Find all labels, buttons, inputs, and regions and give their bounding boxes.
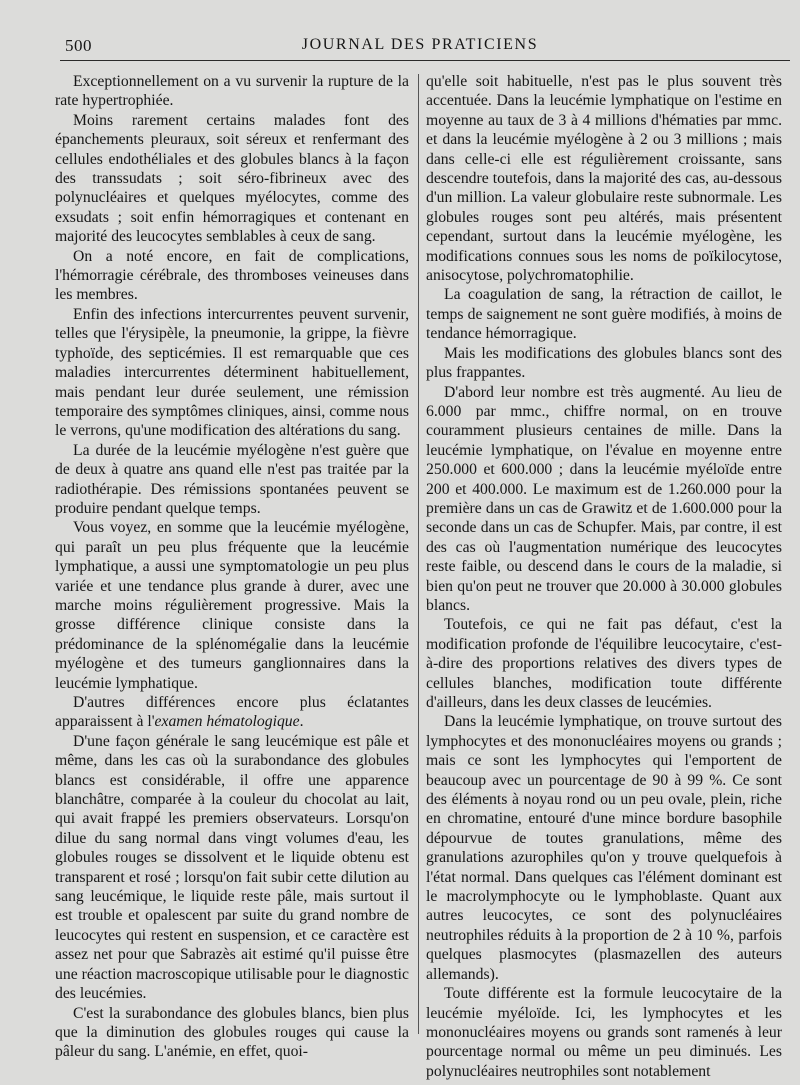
paragraph: Exceptionnellement on a vu survenir la rupture de la rate hypertrophiée. [55,73,409,110]
paragraph: La durée de la leucémie myélogène n'est guère que de deux à quatre ans quand elle n'est pas traitée par la radiothérapie. Des rémissions spontanées peuvent se produire pendant quelque temps. [55,441,409,517]
paragraph: D'abord leur nombre est très augmenté. Au lieu de 6.000 par mmc., chiffre normal, on en trouve couramment plusieurs centaines de mille. Dans la leucémie lymphatique, on l'évalue en moyenne entre 250.000 et 600.000 ; dans la leucémie myéloïde entre 200 et 400.000. Le maximum est de 1.260.000 pour la première dans un cas de Grawitz et de 1.600.000 pour la seconde dans un cas de Schupfer. Mais, par contre, il est des cas où l'augmentation numérique des leucocytes reste faible, ou descend dans le cours de la maladie, si bien qu'on peut ne trouver que 20.000 à 30.000 globules blancs. [426,383,782,614]
paragraph: Moins rarement certains malades font des épanchements pleuraux, soit séreux et renfermant des cellules endothéliales et des globules blancs à la façon des transsudats ; soit séro-fibrineux avec des polynucléaires et quelques myélocytes, comme des exsudats ; soit enfin hémorragiques et contenant en majorité des leucocytes semblables à ceux de sang. [55,111,409,246]
header-rule [60,60,790,61]
paragraph: Mais les modifications des globules blancs sont des plus frappantes. [426,344,782,382]
text-run: D'autres différences encore plus éclatantes apparaissent à l' [55,694,409,731]
paragraph: Toutefois, ce qui ne fait pas défaut, c'est la modification profonde de l'équilibre leucocytaire, c'est-à-dire des proportions relatives des divers types de cellules blanches, modification toute différente d'ailleurs, dans les deux classes de leucémies. [426,616,782,711]
text-run: . [299,713,304,731]
right-column [426,72,782,1081]
paragraph: Vous voyez, en somme que la leucémie myélogène, qui paraît un peu plus fréquente que la leucémie lymphatique, a aussi une symptomatologie un peu plus variée et une tendance plus grande à durer, avec une marche moins régulièrement progressive. Mais la grosse différence clinique consiste dans la prédominance de la splénomégalie dans la leucémie myélogène et des tumeurs ganglionnaires dans la leucémie lymphatique. [55,519,409,692]
page-number: 500 [65,36,92,55]
paragraph: Toute différente est la formule leucocytaire de la leucémie myéloïde. Ici, les lymphocytes et les mononucléaires moyens ou grands sont ramenés à leur pourcentage normal ou même un peu diminués. Les polynucléaires neutrophiles sont notablement [426,985,782,1080]
paragraph: D'une façon générale le sang leucémique est pâle et même, dans les cas où la surabondance des globules blancs est considérable, il offre une apparence blanchâtre, comparée à la couleur du chocolat au lait, qui avait frappé les premiers observateurs. Lorsqu'on dilue du sang normal dans vingt volumes d'eau, les globules rouges se dissolvent et le liquide obtenu est transparent et rosé ; lorsqu'on fait subir cette dilution au sang leucémique, le liquide reste pâle, mais surtout il est trouble et opalescent par suite du grand nombre de leucocytes qui restent en suspension, et ce caractère est assez net pour que Sabrazès ait estimé qu'il puisse être une réaction macroscopique utilisable pour le diagnostic des leucémies. [55,732,409,1003]
left-column [55,72,409,1062]
column-divider [418,74,419,1034]
paragraph: Enfin des infections intercurrentes peuvent survenir, telles que l'érysipèle, la pneumonie, la grippe, la fièvre typhoïde, des septicémies. Il est remarquable que ces maladies intercurrentes déterminent habituellement, mais pendant leur durée seulement, une rémission temporaire des symptômes cliniques, ainsi, comme nous le verrons, qu'une modification des altérations du sang. [55,305,409,440]
paragraph: La coagulation de sang, la rétraction de caillot, le temps de saignement ne sont guère modifiés, à moins de tendance hémorragique. [426,286,782,343]
journal-title: JOURNAL DES PRATICIENS [301,36,539,53]
paragraph: Dans la leucémie lymphatique, on trouve surtout des lymphocytes et des mononucléaires moyens ou grands ; mais ce sont les lymphocytes qui l'emportent de beaucoup avec un pourcentage de 90 à 99 %. Ce sont des éléments à noyau rond ou un peu ovale, plein, riche en chromatine, entouré d'une mince bordure basophile dépourvue de toutes granulations, même des granulations azurophiles qu'on y trouve quelquefois à l'état normal. Dans quelques cas l'élément dominant est le macrolymphocyte ou le lymphoblaste. Quant aux autres leucocytes, ce sont des polynucléaires neutrophiles réduits à la proportion de 2 à 10 %, parfois quelques plasmocytes (plasmazellen des auteurs allemands). [426,713,782,983]
italic-phrase: examen hématologique [154,713,300,731]
running-header [0,34,800,62]
paragraph: C'est la surabondance des globules blancs, bien plus que la diminution des globules rouges qui cause la pâleur du sang. L'anémie, en effet, quoi- [55,1004,409,1061]
paragraph: On a noté encore, en fait de complications, l'hémorragie cérébrale, des thromboses veineuses dans les membres. [55,247,409,304]
paragraph-continuation: qu'elle soit habituelle, n'est pas le plus souvent très accentuée. Dans la leucémie lymphatique on l'estime en moyenne au taux de 3 à 4 millions d'hématies par mmc. et dans la leucémie myélogène à 2 ou 3 millions ; mais dans celle-ci elle est régulièrement croissante, sans descendre toutefois, dans la majorité des cas, au-dessous d'un million. La valeur globulaire reste subnormale. Les globules rouges sont peu altérés, mais présentent cependant, surtout dans la leucémie myélogène, les modifications connues sous les noms de poïkilocytose, anisocytose, polychromatophilie. [426,73,782,285]
paragraph [55,693,409,732]
